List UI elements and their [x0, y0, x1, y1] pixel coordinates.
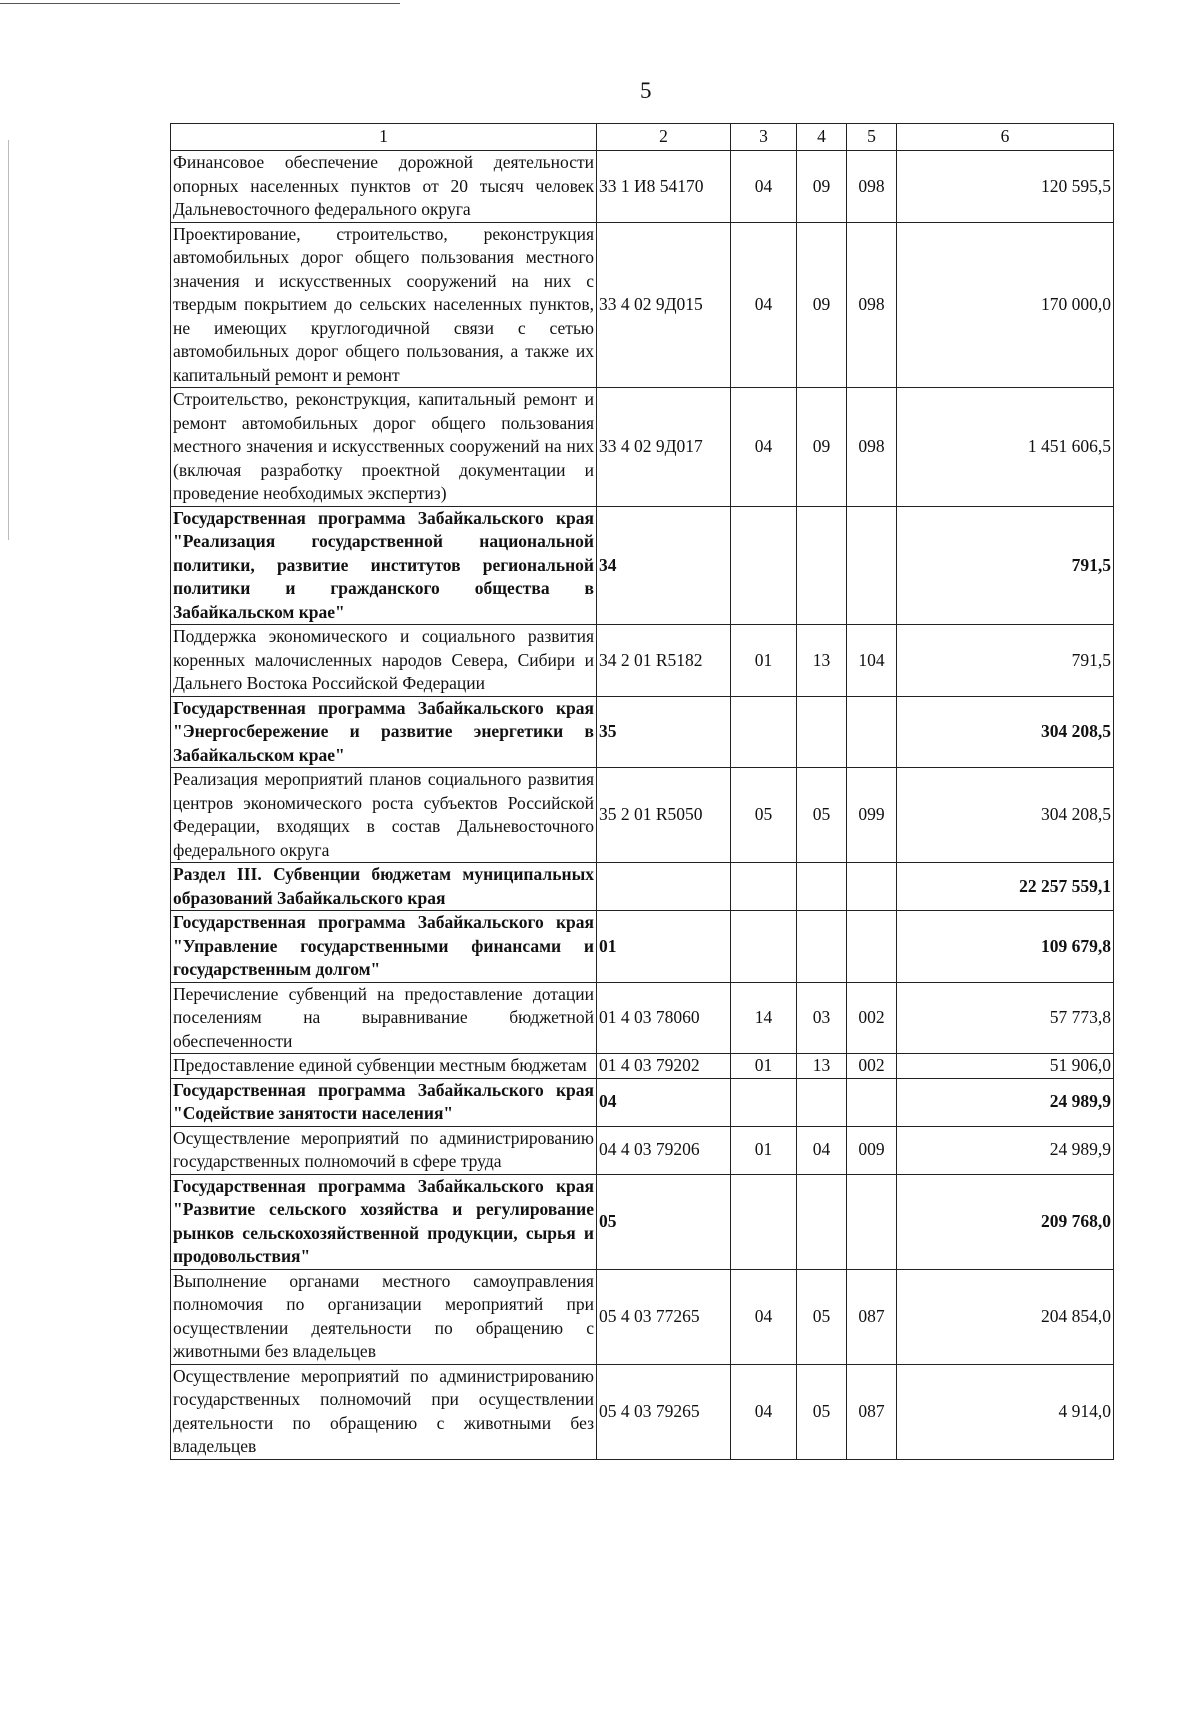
row-name-cell: Поддержка экономического и социального развития коренных малочисленных народов Севера, Сибири и Дальнего Востока Российской Федерации	[171, 625, 597, 697]
row-code-cell: 35	[597, 696, 731, 768]
row-expense-type-cell: 002	[847, 982, 897, 1054]
row-name-cell: Раздел III. Субвенции бюджетам муниципальных образований Забайкальского края	[171, 863, 597, 911]
column-number-row	[171, 124, 1114, 151]
table-row	[171, 625, 1114, 697]
row-code-cell: 05 4 03 79265	[597, 1364, 731, 1459]
row-section-cell: 04	[731, 222, 797, 388]
table-row	[171, 151, 1114, 223]
row-code-cell: 04 4 03 79206	[597, 1126, 731, 1174]
row-section-cell: 04	[731, 151, 797, 223]
row-subsection-cell: 05	[797, 768, 847, 863]
row-name-cell: Выполнение органами местного самоуправления полномочия по организации мероприятий при осуществлении деятельности по обращению с животными без владельцев	[171, 1269, 597, 1364]
row-section-cell	[731, 1078, 797, 1126]
row-expense-type-cell: 099	[847, 768, 897, 863]
row-amount-cell: 24 989,9	[897, 1078, 1114, 1126]
row-code-cell: 01 4 03 78060	[597, 982, 731, 1054]
row-amount-cell: 120 595,5	[897, 151, 1114, 223]
row-name-cell: Государственная программа Забайкальского края "Содействие занятости населения"	[171, 1078, 597, 1126]
row-subsection-cell: 03	[797, 982, 847, 1054]
row-expense-type-cell: 087	[847, 1269, 897, 1364]
row-name-cell: Строительство, реконструкция, капитальный ремонт и ремонт автомобильных дорог общего пользования местного значения и искусственных сооружений на них (включая разработку проектной документации и проведение необходимых экспертиз)	[171, 388, 597, 507]
row-amount-cell: 1 451 606,5	[897, 388, 1114, 507]
table-row	[171, 768, 1114, 863]
row-code-cell: 34 2 01 R5182	[597, 625, 731, 697]
row-section-cell: 05	[731, 768, 797, 863]
column-number: 4	[797, 124, 847, 151]
row-name-cell: Осуществление мероприятий по администрированию государственных полномочий при осуществлении деятельности по обращению с животными без владельцев	[171, 1364, 597, 1459]
table-row	[171, 1364, 1114, 1459]
row-subsection-cell: 13	[797, 1054, 847, 1079]
row-amount-cell: 4 914,0	[897, 1364, 1114, 1459]
column-number: 6	[897, 124, 1114, 151]
table-body	[171, 124, 1114, 1460]
row-section-cell	[731, 506, 797, 625]
row-section-cell	[731, 696, 797, 768]
row-subsection-cell: 04	[797, 1126, 847, 1174]
row-subsection-cell	[797, 506, 847, 625]
table-row	[171, 506, 1114, 625]
table-row	[171, 1269, 1114, 1364]
column-number: 3	[731, 124, 797, 151]
row-subsection-cell	[797, 1174, 847, 1269]
row-amount-cell: 24 989,9	[897, 1126, 1114, 1174]
row-name-cell: Финансовое обеспечение дорожной деятельности опорных населенных пунктов от 20 тысяч человек Дальневосточного федерального округа	[171, 151, 597, 223]
row-expense-type-cell: 009	[847, 1126, 897, 1174]
row-name-cell: Государственная программа Забайкальского края "Энергосбережение и развитие энергетики в Забайкальском крае"	[171, 696, 597, 768]
row-section-cell	[731, 1174, 797, 1269]
row-name-cell: Перечисление субвенций на предоставление дотации поселениям на выравнивание бюджетной обеспеченности	[171, 982, 597, 1054]
row-code-cell: 05	[597, 1174, 731, 1269]
row-amount-cell: 109 679,8	[897, 911, 1114, 983]
table-row	[171, 388, 1114, 507]
row-section-cell: 01	[731, 625, 797, 697]
row-section-cell: 14	[731, 982, 797, 1054]
row-subsection-cell	[797, 911, 847, 983]
row-code-cell: 35 2 01 R5050	[597, 768, 731, 863]
row-expense-type-cell: 002	[847, 1054, 897, 1079]
row-amount-cell: 791,5	[897, 506, 1114, 625]
row-name-cell: Проектирование, строительство, реконструкция автомобильных дорог общего пользования местного значения и искусственных сооружений на них с твердым покрытием до сельских населенных пунктов, не имеющих круглогодичной связи с сетью автомобильных дорог общего пользования, а также их капитальный ремонт и ремонт	[171, 222, 597, 388]
row-amount-cell: 57 773,8	[897, 982, 1114, 1054]
row-section-cell	[731, 863, 797, 911]
row-code-cell: 04	[597, 1078, 731, 1126]
column-number: 2	[597, 124, 731, 151]
row-code-cell: 05 4 03 77265	[597, 1269, 731, 1364]
row-code-cell: 01	[597, 911, 731, 983]
row-amount-cell: 304 208,5	[897, 696, 1114, 768]
row-amount-cell: 791,5	[897, 625, 1114, 697]
row-subsection-cell: 05	[797, 1269, 847, 1364]
row-code-cell: 01 4 03 79202	[597, 1054, 731, 1079]
row-code-cell: 33 4 02 9Д015	[597, 222, 731, 388]
row-subsection-cell	[797, 863, 847, 911]
row-amount-cell: 51 906,0	[897, 1054, 1114, 1079]
row-section-cell: 04	[731, 388, 797, 507]
row-expense-type-cell	[847, 506, 897, 625]
row-amount-cell: 209 768,0	[897, 1174, 1114, 1269]
row-expense-type-cell	[847, 911, 897, 983]
table-row	[171, 1054, 1114, 1079]
table-row	[171, 1078, 1114, 1126]
row-name-cell: Осуществление мероприятий по администрированию государственных полномочий в сфере труда	[171, 1126, 597, 1174]
budget-table	[170, 123, 1114, 1460]
scan-edge-line	[0, 3, 400, 4]
column-number: 1	[171, 124, 597, 151]
row-amount-cell: 304 208,5	[897, 768, 1114, 863]
row-name-cell: Государственная программа Забайкальского края "Развитие сельского хозяйства и регулирование рынков сельскохозяйственной продукции, сырья и продовольствия"	[171, 1174, 597, 1269]
row-expense-type-cell: 087	[847, 1364, 897, 1459]
row-name-cell: Реализация мероприятий планов социального развития центров экономического роста субъектов Российской Федерации, входящих в состав Дальневосточного федерального округа	[171, 768, 597, 863]
table-row	[171, 863, 1114, 911]
row-name-cell: Государственная программа Забайкальского края "Реализация государственной национальной политики, развитие институтов региональной политики и гражданского общества в Забайкальском крае"	[171, 506, 597, 625]
row-subsection-cell: 13	[797, 625, 847, 697]
page-number: 5	[640, 78, 652, 103]
row-section-cell	[731, 911, 797, 983]
row-name-cell: Государственная программа Забайкальского края "Управление государственными финансами и государственным долгом"	[171, 911, 597, 983]
row-expense-type-cell: 098	[847, 388, 897, 507]
table-row	[171, 1126, 1114, 1174]
row-code-cell: 33 1 И8 54170	[597, 151, 731, 223]
row-expense-type-cell: 098	[847, 222, 897, 388]
row-name-cell: Предоставление единой субвенции местным бюджетам	[171, 1054, 597, 1079]
row-section-cell: 01	[731, 1054, 797, 1079]
table-row	[171, 982, 1114, 1054]
row-subsection-cell: 09	[797, 388, 847, 507]
row-amount-cell: 170 000,0	[897, 222, 1114, 388]
row-subsection-cell	[797, 1078, 847, 1126]
row-amount-cell: 204 854,0	[897, 1269, 1114, 1364]
row-code-cell: 34	[597, 506, 731, 625]
row-subsection-cell: 05	[797, 1364, 847, 1459]
row-expense-type-cell	[847, 1078, 897, 1126]
row-section-cell: 04	[731, 1364, 797, 1459]
row-expense-type-cell	[847, 1174, 897, 1269]
row-subsection-cell	[797, 696, 847, 768]
row-expense-type-cell: 104	[847, 625, 897, 697]
row-expense-type-cell	[847, 696, 897, 768]
row-section-cell: 04	[731, 1269, 797, 1364]
row-code-cell: 33 4 02 9Д017	[597, 388, 731, 507]
row-section-cell: 01	[731, 1126, 797, 1174]
table-row	[171, 911, 1114, 983]
row-expense-type-cell	[847, 863, 897, 911]
row-subsection-cell: 09	[797, 222, 847, 388]
table-row	[171, 696, 1114, 768]
table-row	[171, 222, 1114, 388]
row-code-cell	[597, 863, 731, 911]
row-expense-type-cell: 098	[847, 151, 897, 223]
table-row	[171, 1174, 1114, 1269]
scan-margin-line	[8, 140, 9, 540]
row-amount-cell: 22 257 559,1	[897, 863, 1114, 911]
row-subsection-cell: 09	[797, 151, 847, 223]
column-number: 5	[847, 124, 897, 151]
